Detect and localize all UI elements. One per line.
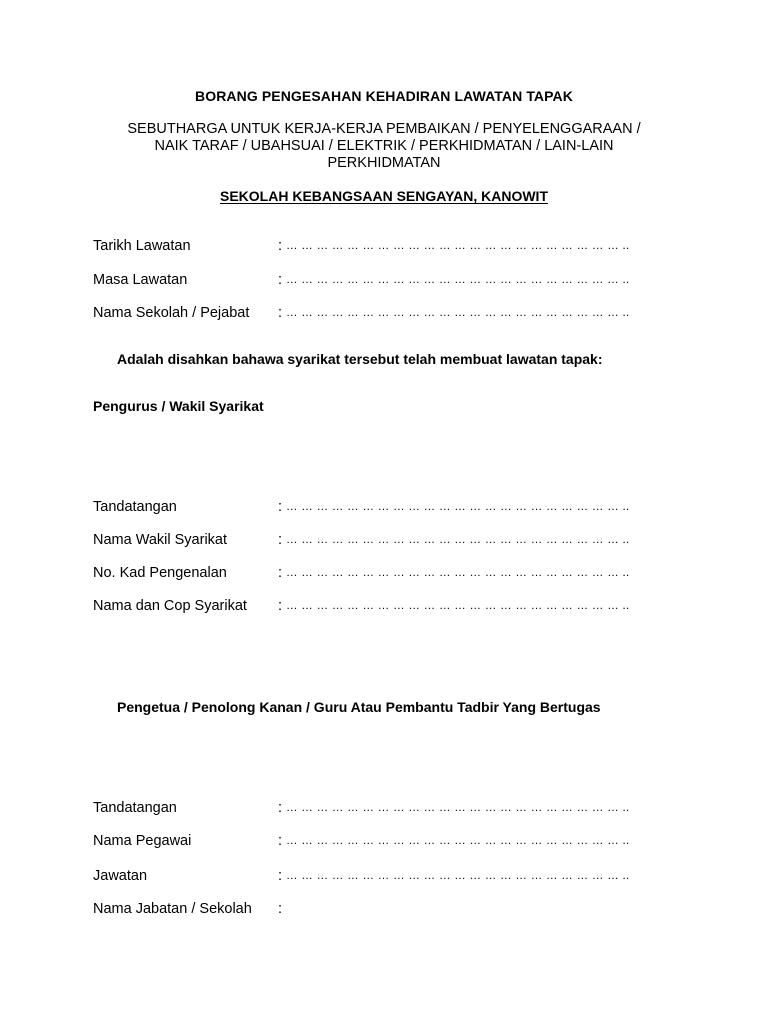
- field-colon: :: [278, 833, 283, 849]
- field-blank[interactable]: … … … … … … … … … … … … … … … … … … … … … … ..: [286, 835, 630, 847]
- field-blank[interactable]: … … … … … … … … … … … … … … … … … … … … … … ..: [286, 307, 630, 319]
- officer-heading: Pengetua / Penolong Kanan / Guru Atau Pembantu Tadbir Yang Bertugas: [117, 699, 601, 715]
- field-label: No. Kad Pengenalan: [93, 565, 227, 581]
- field-colon: :: [278, 499, 283, 515]
- form-title: BORANG PENGESAHAN KEHADIRAN LAWATAN TAPAK: [195, 88, 573, 104]
- field-label: Nama Jabatan / Sekolah: [93, 901, 252, 917]
- field-blank[interactable]: … … … … … … … … … … … … … … … … … … … … … … ..: [286, 567, 630, 579]
- company-heading: Pengurus / Wakil Syarikat: [93, 398, 264, 414]
- school-name: [0, 188, 768, 204]
- field-blank[interactable]: … … … … … … … … … … … … … … … … … … … … … … ..: [286, 870, 630, 882]
- field-blank[interactable]: … … … … … … … … … … … … … … … … … … … … … … ..: [286, 501, 630, 513]
- field-blank[interactable]: … … … … … … … … … … … … … … … … … … … … … … ..: [286, 534, 630, 546]
- field-colon: :: [278, 565, 283, 581]
- field-colon: :: [278, 800, 283, 816]
- field-label: Tarikh Lawatan: [93, 238, 191, 254]
- field-label: Jawatan: [93, 868, 148, 884]
- field-colon: :: [278, 272, 283, 288]
- field-colon: :: [278, 305, 283, 321]
- field-blank[interactable]: … … … … … … … … … … … … … … … … … … … … … … ..: [286, 802, 630, 814]
- field-label: Nama Wakil Syarikat: [93, 532, 228, 548]
- field-blank[interactable]: … … … … … … … … … … … … … … … … … … … … … … ..: [286, 274, 630, 286]
- field-blank[interactable]: … … … … … … … … … … … … … … … … … … … … … … ..: [286, 600, 630, 612]
- field-colon: :: [278, 598, 283, 614]
- field-label: Masa Lawatan: [93, 272, 188, 288]
- subtitle-line: NAIK TARAF / UBAHSUAI / ELEKTRIK / PERKHIDMATAN / LAIN-LAIN: [154, 138, 614, 154]
- subtitle-line: SEBUTHARGA UNTUK KERJA-KERJA PEMBAIKAN / PENYELENGGARAAN /: [127, 121, 641, 137]
- field-label: Tandatangan: [93, 800, 177, 816]
- field-blank[interactable]: … … … … … … … … … … … … … … … … … … … … … … ..: [286, 240, 630, 252]
- field-label: Tandatangan: [93, 499, 177, 515]
- field-colon: :: [278, 238, 283, 254]
- field-colon: :: [278, 901, 283, 917]
- school-name-text: SEKOLAH KEBANGSAAN SENGAYAN, KANOWIT: [220, 188, 548, 204]
- field-label: Nama dan Cop Syarikat: [93, 598, 247, 614]
- field-colon: :: [278, 532, 283, 548]
- field-label: Nama Pegawai: [93, 833, 192, 849]
- confirmation-statement: Adalah disahkan bahawa syarikat tersebut telah membuat lawatan tapak:: [117, 351, 603, 367]
- field-label: Nama Sekolah / Pejabat: [93, 305, 250, 321]
- subtitle-line: PERKHIDMATAN: [327, 155, 441, 171]
- form-subtitle: [0, 121, 768, 172]
- field-colon: :: [278, 868, 283, 884]
